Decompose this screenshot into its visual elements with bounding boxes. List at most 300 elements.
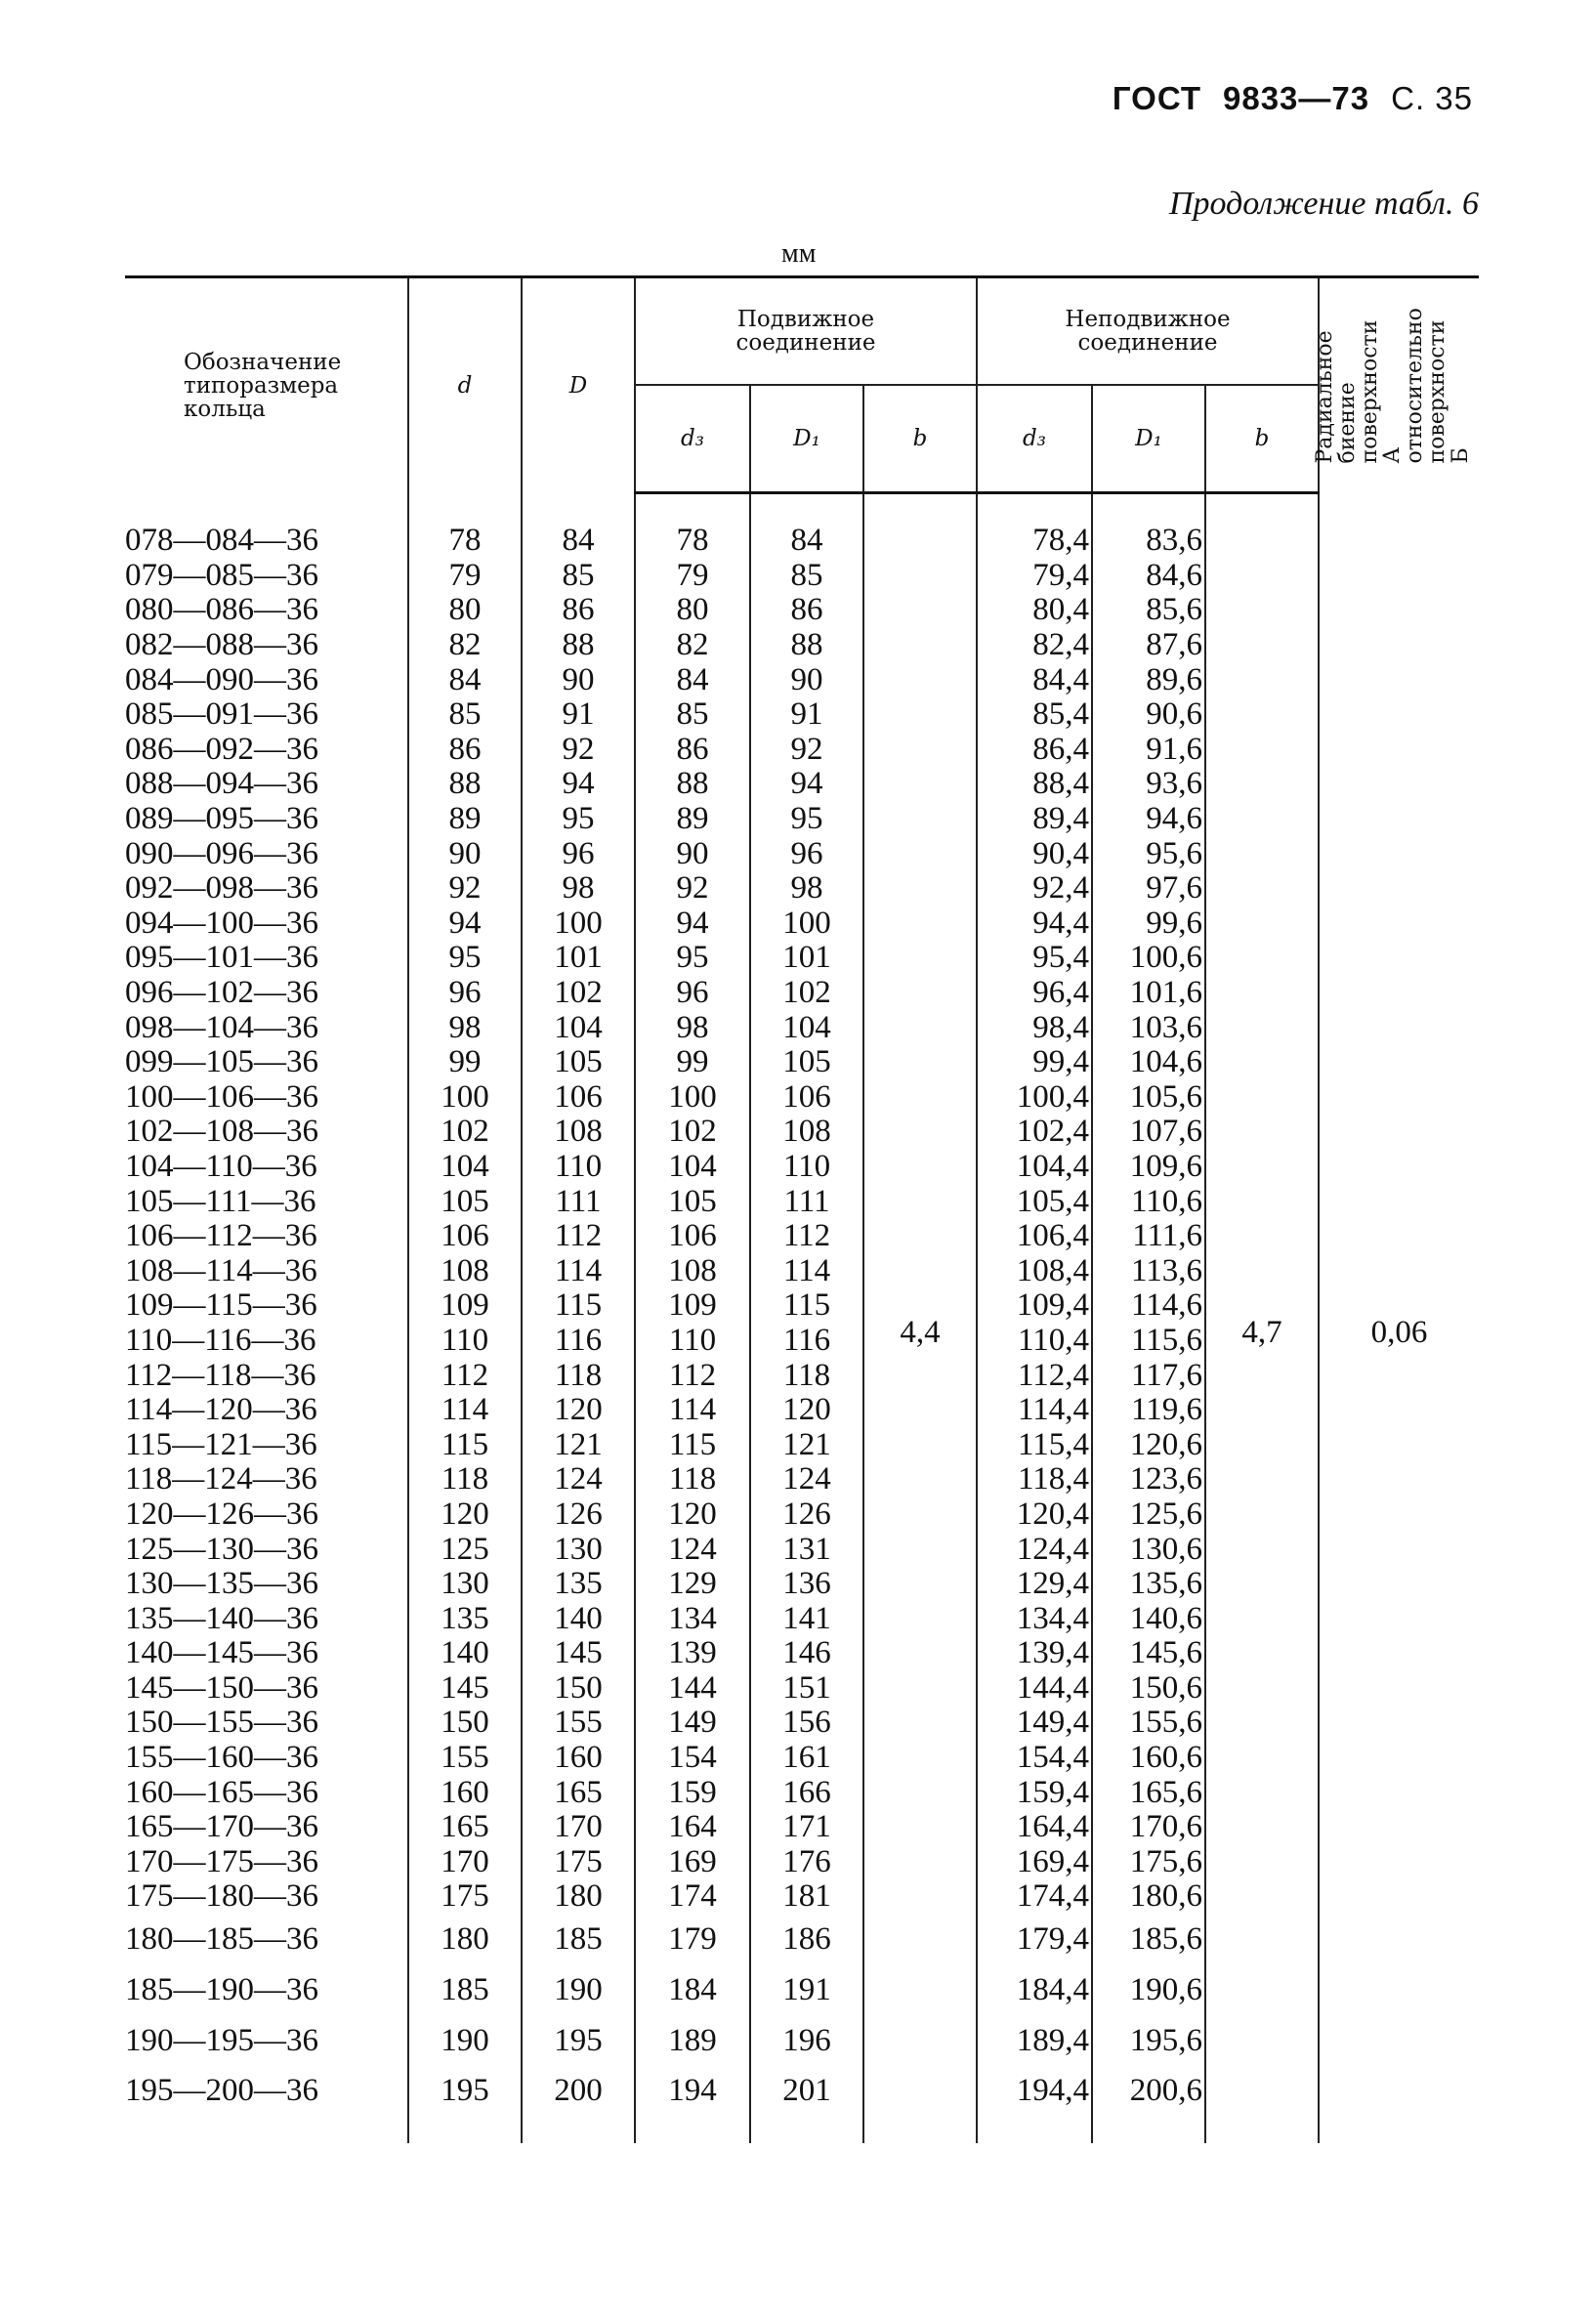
cell-d: 112	[408, 1358, 522, 1393]
cell-d3-fixed: 174,4	[977, 1879, 1092, 1915]
cell-D: 120	[522, 1393, 635, 1428]
cell-D: 116	[522, 1324, 635, 1359]
cell-d: 86	[408, 733, 522, 768]
cell-d3-fixed: 120,4	[977, 1497, 1092, 1533]
cell-D1-movable: 186	[750, 1915, 863, 1965]
cell-d: 114	[408, 1393, 522, 1428]
cell-D1-movable: 90	[750, 662, 863, 697]
cell-d3-movable: 189	[635, 2016, 750, 2067]
cell-d: 195	[408, 2067, 522, 2143]
cell-designation: 175—180—36	[125, 1878, 318, 1915]
cell-d: 140	[408, 1636, 522, 1671]
cell-d: 175	[408, 1879, 522, 1915]
cell-d3-movable: 102	[635, 1115, 750, 1150]
cell-d: 115	[408, 1427, 522, 1462]
cell-d3-movable: 174	[635, 1879, 750, 1915]
cell-d3-movable: 114	[635, 1393, 750, 1428]
cell-D1-fixed: 185,6	[1092, 1915, 1205, 1965]
cell-D1-movable: 92	[750, 733, 863, 768]
header-designation: Обозначение типоразмера кольца	[125, 277, 408, 493]
cell-d: 78	[408, 524, 522, 559]
cell-D: 200	[522, 2067, 635, 2143]
cell-D1-fixed: 90,6	[1092, 697, 1205, 733]
cell-designation: 110—116—36	[125, 1322, 316, 1358]
cell-d3-fixed: 115,4	[977, 1427, 1092, 1462]
cell-D1-fixed: 180,6	[1092, 1879, 1205, 1915]
cell-d: 98	[408, 1010, 522, 1045]
cell-D1-movable: 146	[750, 1636, 863, 1671]
cell-d3-movable: 106	[635, 1219, 750, 1254]
cell-d3-fixed: 112,4	[977, 1358, 1092, 1393]
cell-designation: 185—190—36	[125, 1972, 318, 2008]
cell-D1-fixed: 113,6	[1092, 1253, 1205, 1288]
cell-d3-fixed: 154,4	[977, 1741, 1092, 1776]
cell-designation: 130—135—36	[125, 1566, 318, 1602]
page-header	[1091, 80, 1473, 117]
cell-d3-movable: 104	[635, 1150, 750, 1185]
cell-D1-movable: 181	[750, 1879, 863, 1915]
cell-d3-movable: 96	[635, 976, 750, 1011]
cell-d3-movable: 115	[635, 1427, 750, 1462]
cell-designation: 098—104—36	[125, 1009, 318, 1045]
cell-d3-movable: 108	[635, 1253, 750, 1288]
cell-designation: 125—130—36	[125, 1531, 318, 1567]
cell-D1-movable: 85	[750, 559, 863, 594]
cell-D1-movable: 114	[750, 1253, 863, 1288]
cell-d: 108	[408, 1253, 522, 1288]
cell-D1-fixed: 119,6	[1092, 1393, 1205, 1428]
cell-d: 95	[408, 941, 522, 976]
cell-designation: 195—200—36	[125, 2072, 318, 2108]
cell-D1-movable: 104	[750, 1010, 863, 1045]
cell-D1-movable: 161	[750, 1741, 863, 1776]
cell-D: 190	[522, 1965, 635, 2016]
cell-D1-fixed: 85,6	[1092, 593, 1205, 628]
cell-designation: 104—110—36	[125, 1148, 317, 1184]
cell-d3-movable: 169	[635, 1845, 750, 1880]
cell-d3-fixed: 100,4	[977, 1080, 1092, 1116]
cell-d3-movable: 85	[635, 697, 750, 733]
header-D1-fixed: D₁	[1092, 385, 1205, 493]
cell-d: 150	[408, 1706, 522, 1741]
cell-D1-movable: 94	[750, 767, 863, 802]
cell-d3-fixed: 139,4	[977, 1636, 1092, 1671]
cell-b-movable: 4,4	[863, 524, 977, 2143]
standard-number: 9833—73	[1223, 80, 1370, 116]
cell-d3-movable: 98	[635, 1010, 750, 1045]
header-d3-fixed: d₃	[977, 385, 1092, 493]
cell-d3-movable: 92	[635, 871, 750, 907]
cell-D1-movable: 191	[750, 1965, 863, 2016]
cell-designation: 095—101—36	[125, 940, 318, 976]
cell-D1-fixed: 140,6	[1092, 1601, 1205, 1636]
cell-d: 90	[408, 836, 522, 871]
cell-d3-fixed: 184,4	[977, 1965, 1092, 2016]
cell-designation: 090—096—36	[125, 835, 318, 871]
cell-d: 125	[408, 1532, 522, 1567]
cell-d: 106	[408, 1219, 522, 1254]
cell-d3-fixed: 92,4	[977, 871, 1092, 907]
cell-D: 150	[522, 1671, 635, 1707]
header-d: d	[408, 277, 522, 493]
cell-d: 102	[408, 1115, 522, 1150]
cell-D: 135	[522, 1567, 635, 1602]
header-d3-movable: d₃	[635, 385, 750, 493]
cell-d: 94	[408, 907, 522, 942]
cell-d: 85	[408, 697, 522, 733]
cell-D1-fixed: 155,6	[1092, 1706, 1205, 1741]
cell-d3-fixed: 94,4	[977, 907, 1092, 942]
cell-D: 104	[522, 1010, 635, 1045]
cell-D1-fixed: 111,6	[1092, 1219, 1205, 1254]
cell-D1-fixed: 93,6	[1092, 767, 1205, 802]
cell-designation: 180—185—36	[125, 1921, 318, 1958]
cell-d: 92	[408, 871, 522, 907]
cell-D1-fixed: 117,6	[1092, 1358, 1205, 1393]
cell-d3-movable: 164	[635, 1810, 750, 1845]
cell-d3-fixed: 124,4	[977, 1532, 1092, 1567]
cell-D1-fixed: 99,6	[1092, 907, 1205, 942]
cell-d: 135	[408, 1601, 522, 1636]
cell-D1-fixed: 135,6	[1092, 1567, 1205, 1602]
cell-D1-fixed: 104,6	[1092, 1045, 1205, 1080]
cell-d: 145	[408, 1671, 522, 1707]
cell-designation: 108—114—36	[125, 1252, 317, 1288]
header-D: D	[522, 277, 635, 493]
page-number: С. 35	[1391, 80, 1473, 116]
cell-designation: 155—160—36	[125, 1740, 318, 1776]
cell-d3-movable: 79	[635, 559, 750, 594]
cell-D: 180	[522, 1879, 635, 1915]
cell-d3-fixed: 88,4	[977, 767, 1092, 802]
cell-d3-fixed: 82,4	[977, 628, 1092, 663]
cell-D: 105	[522, 1045, 635, 1080]
header-fixed: Неподвижное соединение	[977, 277, 1319, 386]
cell-d3-movable: 100	[635, 1080, 750, 1116]
cell-d3-movable: 95	[635, 941, 750, 976]
cell-d3-fixed: 189,4	[977, 2016, 1092, 2067]
cell-designation: 165—170—36	[125, 1809, 318, 1845]
header-runout	[1313, 277, 1479, 493]
cell-D: 111	[522, 1184, 635, 1219]
cell-d3-movable: 129	[635, 1567, 750, 1602]
cell-d3-fixed: 85,4	[977, 697, 1092, 733]
cell-d3-movable: 149	[635, 1706, 750, 1741]
cell-d: 80	[408, 593, 522, 628]
cell-D1-fixed: 84,6	[1092, 559, 1205, 594]
cell-designation: 118—124—36	[125, 1461, 317, 1497]
cell-d3-fixed: 98,4	[977, 1010, 1092, 1045]
cell-designation: 080—086—36	[125, 592, 318, 628]
cell-D1-fixed: 105,6	[1092, 1080, 1205, 1116]
cell-d3-fixed: 194,4	[977, 2067, 1092, 2143]
cell-d3-fixed: 134,4	[977, 1601, 1092, 1636]
cell-D1-movable: 95	[750, 802, 863, 837]
cell-D: 165	[522, 1775, 635, 1810]
cell-D: 94	[522, 767, 635, 802]
cell-d3-fixed: 179,4	[977, 1915, 1092, 1965]
cell-D1-fixed: 195,6	[1092, 2016, 1205, 2067]
cell-D1-fixed: 165,6	[1092, 1775, 1205, 1810]
cell-D1-movable: 121	[750, 1427, 863, 1462]
cell-D: 90	[522, 662, 635, 697]
cell-d: 96	[408, 976, 522, 1011]
cell-b-fixed: 4,7	[1205, 524, 1319, 2143]
cell-D1-fixed: 110,6	[1092, 1184, 1205, 1219]
cell-d: 130	[408, 1567, 522, 1602]
cell-designation: 082—088—36	[125, 627, 318, 663]
cell-d3-fixed: 95,4	[977, 941, 1092, 976]
cell-D: 101	[522, 941, 635, 976]
cell-D1-movable: 101	[750, 941, 863, 976]
cell-d3-movable: 134	[635, 1601, 750, 1636]
cell-D1-movable: 196	[750, 2016, 863, 2067]
header-D1-movable: D₁	[750, 385, 863, 493]
cell-d3-fixed: 105,4	[977, 1184, 1092, 1219]
cell-d3-movable: 80	[635, 593, 750, 628]
cell-D1-fixed: 97,6	[1092, 871, 1205, 907]
cell-D1-movable: 112	[750, 1219, 863, 1254]
cell-D1-movable: 91	[750, 697, 863, 733]
cell-d: 155	[408, 1741, 522, 1776]
cell-D: 110	[522, 1150, 635, 1185]
cell-D1-fixed: 95,6	[1092, 836, 1205, 871]
cell-d3-fixed: 159,4	[977, 1775, 1092, 1810]
cell-D1-movable: 111	[750, 1184, 863, 1219]
cell-designation: 160—165—36	[125, 1774, 318, 1810]
cell-d: 185	[408, 1965, 522, 2016]
cell-D: 114	[522, 1253, 635, 1288]
header-movable: Подвижное соединение	[635, 277, 977, 386]
cell-designation: 096—102—36	[125, 975, 318, 1011]
cell-d: 89	[408, 802, 522, 837]
cell-D1-fixed: 200,6	[1092, 2067, 1205, 2143]
cell-D1-fixed: 101,6	[1092, 976, 1205, 1011]
cell-designation: 086—092—36	[125, 731, 318, 767]
cell-d3-movable: 78	[635, 524, 750, 559]
cell-D1-fixed: 120,6	[1092, 1427, 1205, 1462]
cell-designation: 135—140—36	[125, 1600, 318, 1636]
cell-d3-fixed: 104,4	[977, 1150, 1092, 1185]
header-b-movable: b	[863, 385, 977, 493]
cell-D: 86	[522, 593, 635, 628]
cell-D1-movable: 98	[750, 871, 863, 907]
cell-D: 170	[522, 1810, 635, 1845]
cell-D1-movable: 96	[750, 836, 863, 871]
cell-D1-movable: 136	[750, 1567, 863, 1602]
cell-designation: 078—084—36	[125, 523, 318, 559]
cell-d3-movable: 110	[635, 1324, 750, 1359]
cell-d3-movable: 99	[635, 1045, 750, 1080]
cell-designation: 140—145—36	[125, 1635, 318, 1671]
cell-d: 104	[408, 1150, 522, 1185]
cell-d: 120	[408, 1497, 522, 1533]
cell-d3-fixed: 80,4	[977, 593, 1092, 628]
cell-designation: 092—098—36	[125, 870, 318, 907]
cell-d3-fixed: 96,4	[977, 976, 1092, 1011]
cell-d3-movable: 90	[635, 836, 750, 871]
cell-D1-fixed: 94,6	[1092, 802, 1205, 837]
cell-d3-fixed: 149,4	[977, 1706, 1092, 1741]
cell-d3-fixed: 86,4	[977, 733, 1092, 768]
cell-d3-fixed: 129,4	[977, 1567, 1092, 1602]
cell-designation: 084—090—36	[125, 661, 318, 697]
cell-designation: 088—094—36	[125, 766, 318, 802]
cell-D1-fixed: 114,6	[1092, 1288, 1205, 1324]
cell-d3-movable: 112	[635, 1358, 750, 1393]
cell-d3-movable: 184	[635, 1965, 750, 2016]
cell-d3-movable: 144	[635, 1671, 750, 1707]
cell-d3-movable: 179	[635, 1915, 750, 1965]
cell-d: 88	[408, 767, 522, 802]
header-runout-text: Радиальное биение поверхности А относительно поверхности Б	[1313, 308, 1473, 464]
cell-d3-movable: 120	[635, 1497, 750, 1533]
cell-d: 110	[408, 1324, 522, 1359]
cell-d: 170	[408, 1845, 522, 1880]
cell-d3-movable: 154	[635, 1741, 750, 1776]
cell-D1-fixed: 123,6	[1092, 1462, 1205, 1497]
cell-D1-movable: 126	[750, 1497, 863, 1533]
cell-d: 165	[408, 1810, 522, 1845]
cell-D1-movable: 84	[750, 524, 863, 559]
cell-d3-movable: 159	[635, 1775, 750, 1810]
standard-label: ГОСТ	[1112, 80, 1201, 116]
cell-d: 160	[408, 1775, 522, 1810]
cell-d3-fixed: 109,4	[977, 1288, 1092, 1324]
cell-D: 140	[522, 1601, 635, 1636]
cell-d: 100	[408, 1080, 522, 1116]
cell-D1-movable: 120	[750, 1393, 863, 1428]
cell-d: 79	[408, 559, 522, 594]
cell-d: 109	[408, 1288, 522, 1324]
cell-D: 185	[522, 1915, 635, 1965]
cell-D1-movable: 124	[750, 1462, 863, 1497]
cell-d3-movable: 82	[635, 628, 750, 663]
cell-d3-fixed: 102,4	[977, 1115, 1092, 1150]
cell-designation: 170—175—36	[125, 1843, 318, 1879]
cell-d: 82	[408, 628, 522, 663]
header-b-fixed: b	[1205, 385, 1319, 493]
cell-d3-movable: 105	[635, 1184, 750, 1219]
cell-designation: 105—111—36	[125, 1183, 316, 1219]
cell-d3-fixed: 84,4	[977, 662, 1092, 697]
cell-designation: 145—150—36	[125, 1669, 318, 1706]
cell-D1-movable: 166	[750, 1775, 863, 1810]
cell-d3-movable: 89	[635, 802, 750, 837]
cell-designation: 099—105—36	[125, 1044, 318, 1080]
cell-d3-fixed: 169,4	[977, 1845, 1092, 1880]
cell-D1-fixed: 125,6	[1092, 1497, 1205, 1533]
cell-D1-movable: 116	[750, 1324, 863, 1359]
cell-D1-movable: 100	[750, 907, 863, 942]
cell-d3-movable: 86	[635, 733, 750, 768]
cell-designation: 109—115—36	[125, 1287, 317, 1324]
cell-designation: 085—091—36	[125, 696, 318, 733]
cell-D: 106	[522, 1080, 635, 1116]
cell-D: 121	[522, 1427, 635, 1462]
cell-d3-fixed: 118,4	[977, 1462, 1092, 1497]
cell-d3-fixed: 114,4	[977, 1393, 1092, 1428]
cell-D1-movable: 131	[750, 1532, 863, 1567]
cell-D: 100	[522, 907, 635, 942]
cell-d3-fixed: 164,4	[977, 1810, 1092, 1845]
table-continuation-label: Продолжение табл. 6	[1168, 186, 1479, 222]
cell-D1-fixed: 160,6	[1092, 1741, 1205, 1776]
cell-d3-fixed: 108,4	[977, 1253, 1092, 1288]
cell-d: 99	[408, 1045, 522, 1080]
cell-designation: 106—112—36	[125, 1218, 317, 1254]
cell-D1-movable: 102	[750, 976, 863, 1011]
cell-D: 195	[522, 2016, 635, 2067]
cell-designation: 112—118—36	[125, 1357, 316, 1393]
table-body	[125, 493, 1479, 2143]
cell-D1-movable: 171	[750, 1810, 863, 1845]
cell-D1-fixed: 87,6	[1092, 628, 1205, 663]
cell-D1-movable: 108	[750, 1115, 863, 1150]
cell-d3-fixed: 99,4	[977, 1045, 1092, 1080]
cell-D1-movable: 115	[750, 1288, 863, 1324]
cell-D1-fixed: 109,6	[1092, 1150, 1205, 1185]
cell-D1-fixed: 100,6	[1092, 941, 1205, 976]
cell-D: 130	[522, 1532, 635, 1567]
cell-D: 115	[522, 1288, 635, 1324]
cell-D1-fixed: 190,6	[1092, 1965, 1205, 2016]
cell-d3-movable: 194	[635, 2067, 750, 2143]
cell-D1-fixed: 170,6	[1092, 1810, 1205, 1845]
cell-runout: 0,06	[1319, 524, 1479, 2143]
cell-D: 91	[522, 697, 635, 733]
cell-D: 98	[522, 871, 635, 907]
cell-designation: 150—155—36	[125, 1705, 318, 1741]
cell-d3-fixed: 106,4	[977, 1219, 1092, 1254]
cell-designation: 120—126—36	[125, 1496, 318, 1532]
cell-D: 96	[522, 836, 635, 871]
cell-D: 118	[522, 1358, 635, 1393]
cell-D1-fixed: 107,6	[1092, 1115, 1205, 1150]
table-row	[125, 524, 1479, 559]
cell-D1-movable: 106	[750, 1080, 863, 1116]
cell-D: 95	[522, 802, 635, 837]
cell-D: 88	[522, 628, 635, 663]
cell-d: 118	[408, 1462, 522, 1497]
cell-designation: 102—108—36	[125, 1114, 318, 1150]
cell-D1-movable: 105	[750, 1045, 863, 1080]
cell-D1-movable: 156	[750, 1706, 863, 1741]
cell-d: 190	[408, 2016, 522, 2067]
cell-D1-movable: 86	[750, 593, 863, 628]
cell-D: 84	[522, 524, 635, 559]
cell-designation: 100—106—36	[125, 1078, 318, 1115]
cell-D1-fixed: 103,6	[1092, 1010, 1205, 1045]
cell-D1-movable: 118	[750, 1358, 863, 1393]
cell-d: 180	[408, 1915, 522, 1965]
cell-d3-movable: 109	[635, 1288, 750, 1324]
dimensions-table	[125, 275, 1479, 2143]
cell-designation: 079—085—36	[125, 557, 318, 593]
cell-D1-fixed: 89,6	[1092, 662, 1205, 697]
unit-label: мм	[781, 238, 817, 269]
cell-designation: 115—121—36	[125, 1426, 317, 1462]
cell-D1-movable: 201	[750, 2067, 863, 2143]
cell-D1-fixed: 145,6	[1092, 1636, 1205, 1671]
cell-D: 126	[522, 1497, 635, 1533]
cell-designation: 089—095—36	[125, 801, 318, 837]
cell-d3-movable: 94	[635, 907, 750, 942]
cell-d3-fixed: 79,4	[977, 559, 1092, 594]
cell-d3-fixed: 90,4	[977, 836, 1092, 871]
cell-D1-fixed: 83,6	[1092, 524, 1205, 559]
cell-D1-fixed: 150,6	[1092, 1671, 1205, 1707]
